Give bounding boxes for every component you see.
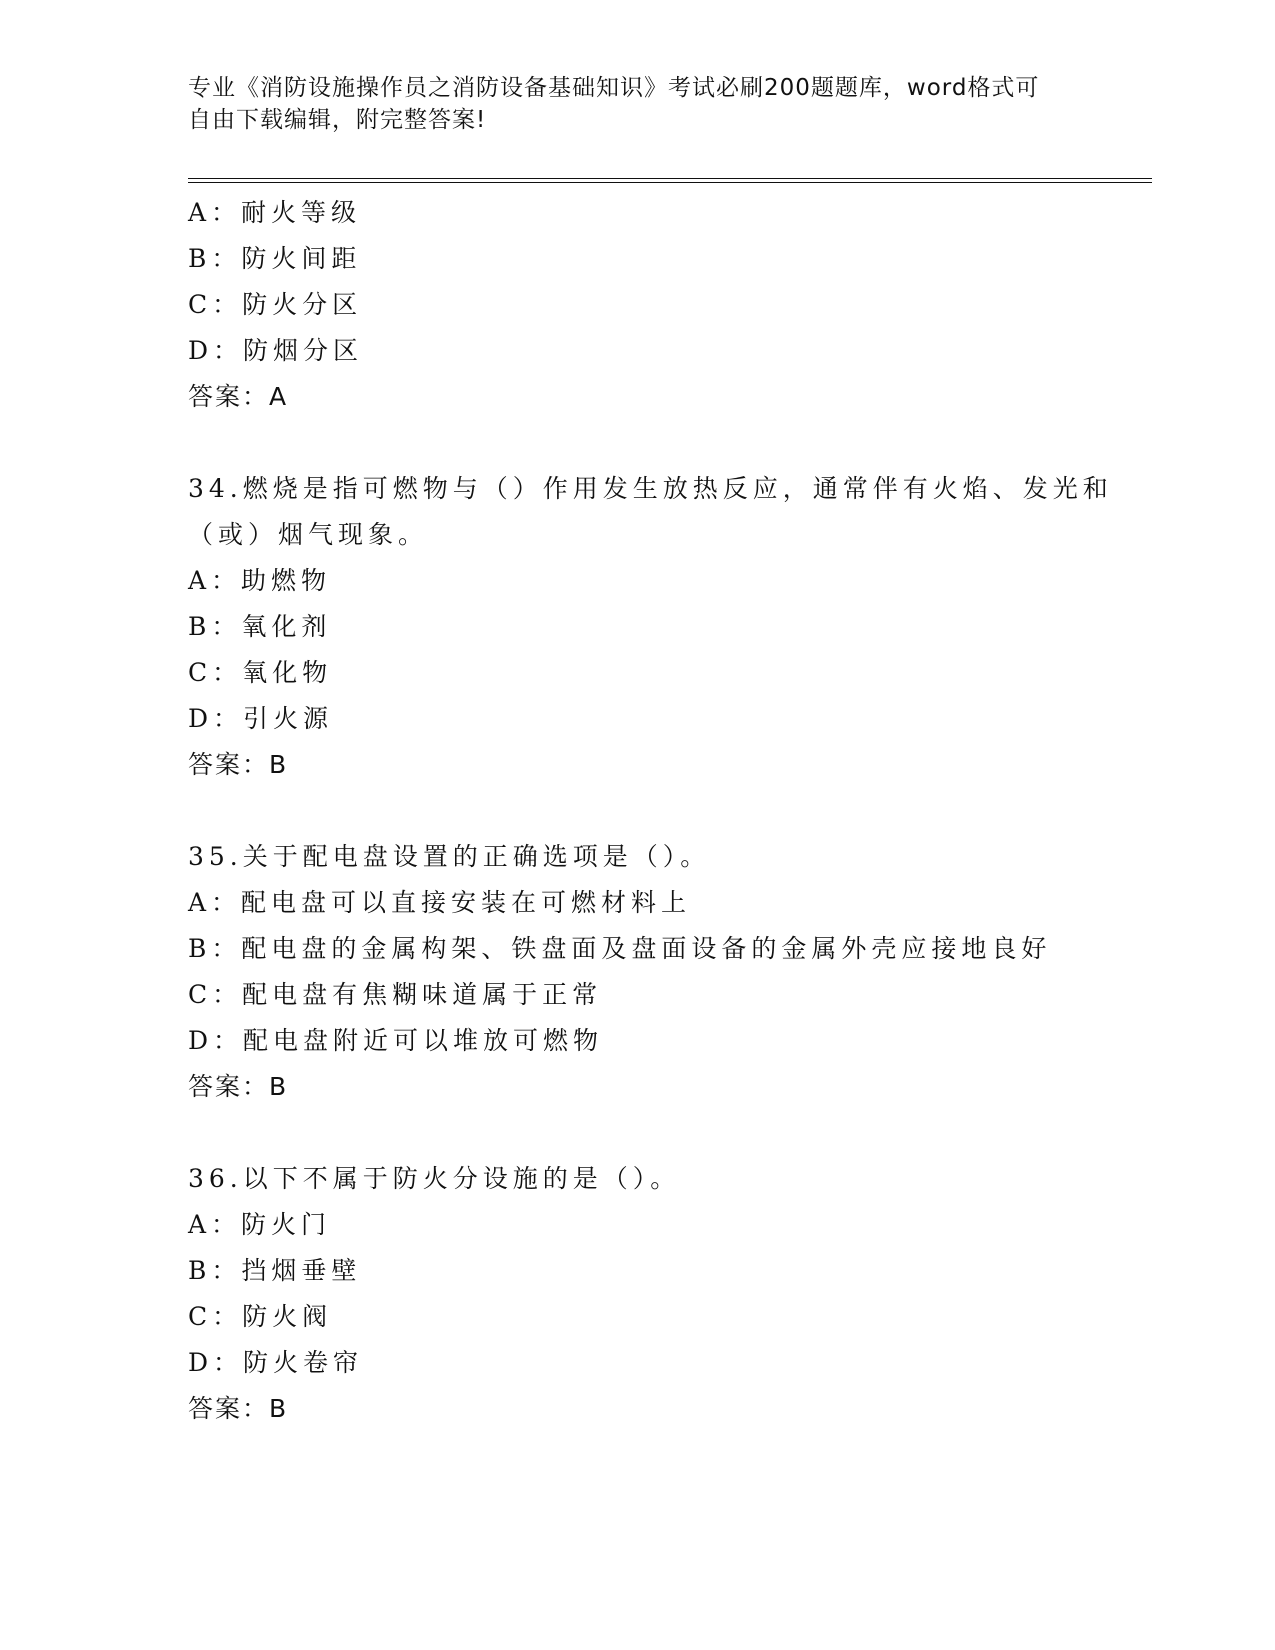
answer-line: 答案：B <box>188 1394 289 1423</box>
option-d: D：防烟分区 <box>188 336 364 365</box>
answer-line: 答案：B <box>188 1072 289 1101</box>
question-stem: 36.以下不属于防火分设施的是（）。 <box>188 1164 681 1193</box>
option-d: D：配电盘附近可以堆放可燃物 <box>188 1026 604 1055</box>
answer-line: 答案：B <box>188 750 289 779</box>
question-block-34 <box>188 466 1148 788</box>
question-stem: 35.关于配电盘设置的正确选项是（）。 <box>188 842 711 871</box>
question-list <box>188 190 1148 1432</box>
document-header <box>188 72 1088 136</box>
question-block-partial <box>188 190 1148 420</box>
option-c: C：防火分区 <box>188 290 363 319</box>
option-d: D：防火卷帘 <box>188 1348 364 1377</box>
option-d: D：引火源 <box>188 704 334 733</box>
option-a: A：耐火等级 <box>188 198 362 227</box>
option-a: A：防火门 <box>188 1210 332 1239</box>
header-line-1: 专业《消防设施操作员之消防设备基础知识》考试必刷200题题库，word格式可 <box>188 75 1040 101</box>
option-c: C：氧化物 <box>188 658 333 687</box>
question-block-35 <box>188 834 1148 1110</box>
question-block-36 <box>188 1156 1148 1432</box>
option-b: B：防火间距 <box>188 244 362 273</box>
question-stem-continued: （或）烟气现象。 <box>188 520 429 549</box>
option-a: A：配电盘可以直接安装在可燃材料上 <box>188 888 692 917</box>
option-c: C：配电盘有焦糊味道属于正常 <box>188 980 603 1009</box>
option-b: B：氧化剂 <box>188 612 332 641</box>
option-a: A：助燃物 <box>188 566 332 595</box>
header-divider <box>188 178 1152 183</box>
option-b: B：配电盘的金属构架、铁盘面及盘面设备的金属外壳应接地良好 <box>188 934 1052 963</box>
option-c: C：防火阀 <box>188 1302 333 1331</box>
answer-line: 答案：A <box>188 382 289 411</box>
question-stem: 34.燃烧是指可燃物与（）作用发生放热反应，通常伴有火焰、发光和 <box>188 474 1113 503</box>
header-line-2: 自由下载编辑，附完整答案! <box>188 107 487 133</box>
option-b: B：挡烟垂壁 <box>188 1256 362 1285</box>
